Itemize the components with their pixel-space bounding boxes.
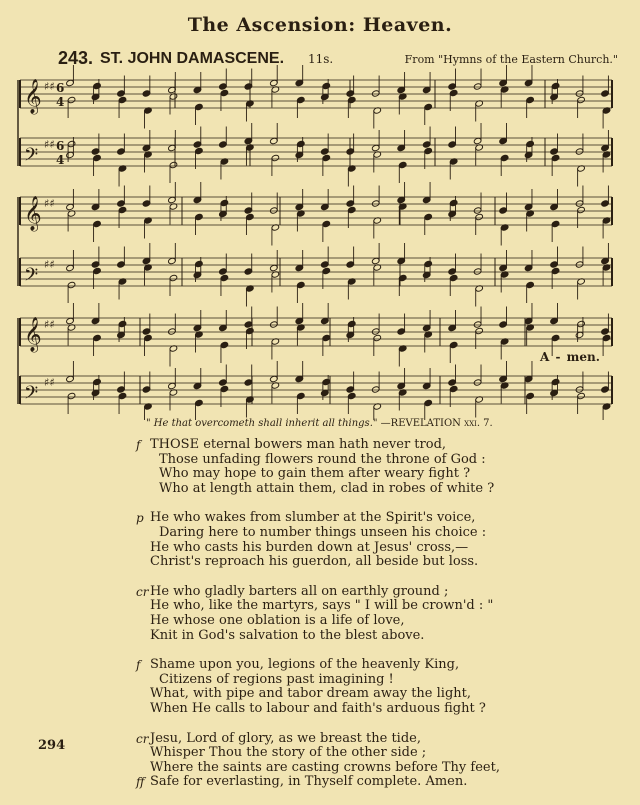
treble-clef-icon: 𝄞 <box>24 79 42 114</box>
verse-line: p He who wakes from slumber at the Spirit's voice, <box>136 510 476 526</box>
verse-3 <box>136 583 610 643</box>
verse-line: He who casts his burden down at Jesus' cross,— <box>150 539 469 555</box>
verse-line: Daring here to number things unseen his choice : <box>159 524 487 540</box>
verse-line: Where the saints are casting crowns before Thy feet, <box>150 759 500 775</box>
time-signature-icon: 6 <box>56 139 65 153</box>
verse-line: cr Jesu, Lord of glory, as we breast the tide, <box>136 730 421 746</box>
verse-line: Citizens of regions past imagining ! <box>159 671 394 687</box>
hymn-number: 243. <box>58 48 94 68</box>
verse-line: He who, like the martyrs, says " I will be crown'd : " <box>150 598 494 614</box>
key-signature-icon: ♯♯ <box>44 80 55 93</box>
verse-line: What, with pipe and tabor dream away the light, <box>150 686 471 702</box>
amen-syllable-a: A <box>540 350 550 364</box>
verse-1 <box>136 437 610 496</box>
dynamic-mark: p <box>136 511 144 526</box>
hymn-source: From "Hymns of the Eastern Church." <box>404 53 618 66</box>
bass-clef-icon: 𝄢 <box>24 383 39 408</box>
key-signature-icon: ♯♯ <box>44 197 55 210</box>
bass-clef-icon: 𝄢 <box>24 145 39 170</box>
tune-name: ST. JOHN DAMASCENE. <box>100 50 285 67</box>
meter: 11s. <box>308 52 334 66</box>
scripture-ref: —REVELATION xxi. 7. <box>380 418 493 429</box>
key-signature-icon: ♯♯ <box>44 318 55 331</box>
scripture-citation <box>146 418 493 429</box>
dynamic-mark: ff <box>136 775 145 790</box>
verse-line: cr He who gladly barters all on earthly ground ; <box>136 583 449 599</box>
verse-line: Who may hope to gain them after weary fight ? <box>159 466 471 482</box>
verse-line: Whisper Thou the story of the other side ; <box>150 745 427 761</box>
verses <box>136 437 610 805</box>
treble-clef-icon: 𝄞 <box>24 317 42 352</box>
key-signature-icon: ♯♯ <box>44 138 55 151</box>
amen-lyric <box>540 350 600 364</box>
page-number: 294 <box>38 738 66 753</box>
verse-line: f Shame upon you, legions of the heavenly King, <box>136 657 460 673</box>
time-signature-icon: 4 <box>56 95 65 109</box>
key-signature-icon: ♯♯ <box>44 376 55 389</box>
page-header-title: The Ascension: Heaven. <box>187 14 453 36</box>
verse-line: Knit in God's salvation to the blest above. <box>150 627 425 643</box>
dynamic-mark: f <box>136 438 141 452</box>
time-signature-icon: 4 <box>56 153 65 167</box>
dynamic-mark: cr <box>136 584 149 599</box>
verse-line: Who at length attain them, clad in robes of white ? <box>159 480 495 496</box>
verse-line: ff Safe for everlasting, in Thyself complete. Amen. <box>136 774 468 790</box>
verse-line: When He calls to labour and faith's arduous fight ? <box>150 700 486 716</box>
treble-clef-icon: 𝄞 <box>24 196 42 231</box>
scripture-quote: " He that overcometh shall inherit all things." <box>146 418 378 429</box>
verse-line: f THOSE eternal bowers man hath never trod, <box>136 437 447 452</box>
key-signature-icon: ♯♯ <box>44 258 55 271</box>
dynamic-mark: f <box>136 658 141 673</box>
verse-5 <box>136 730 610 790</box>
amen-syllable-b: men. <box>566 350 600 364</box>
verse-line: He whose one oblation is a life of love, <box>150 612 405 628</box>
dynamic-mark: cr <box>136 731 149 746</box>
verse-2 <box>136 510 610 570</box>
amen-dash: - <box>555 350 561 364</box>
verse-4 <box>136 657 610 716</box>
verse-line: Christ's reproach his guerdon, all beside but loss. <box>150 554 479 570</box>
time-signature-icon: 6 <box>56 81 65 95</box>
verse-line: Those unfading flowers round the throne of God : <box>159 451 486 467</box>
bass-clef-icon: 𝄢 <box>24 265 39 290</box>
